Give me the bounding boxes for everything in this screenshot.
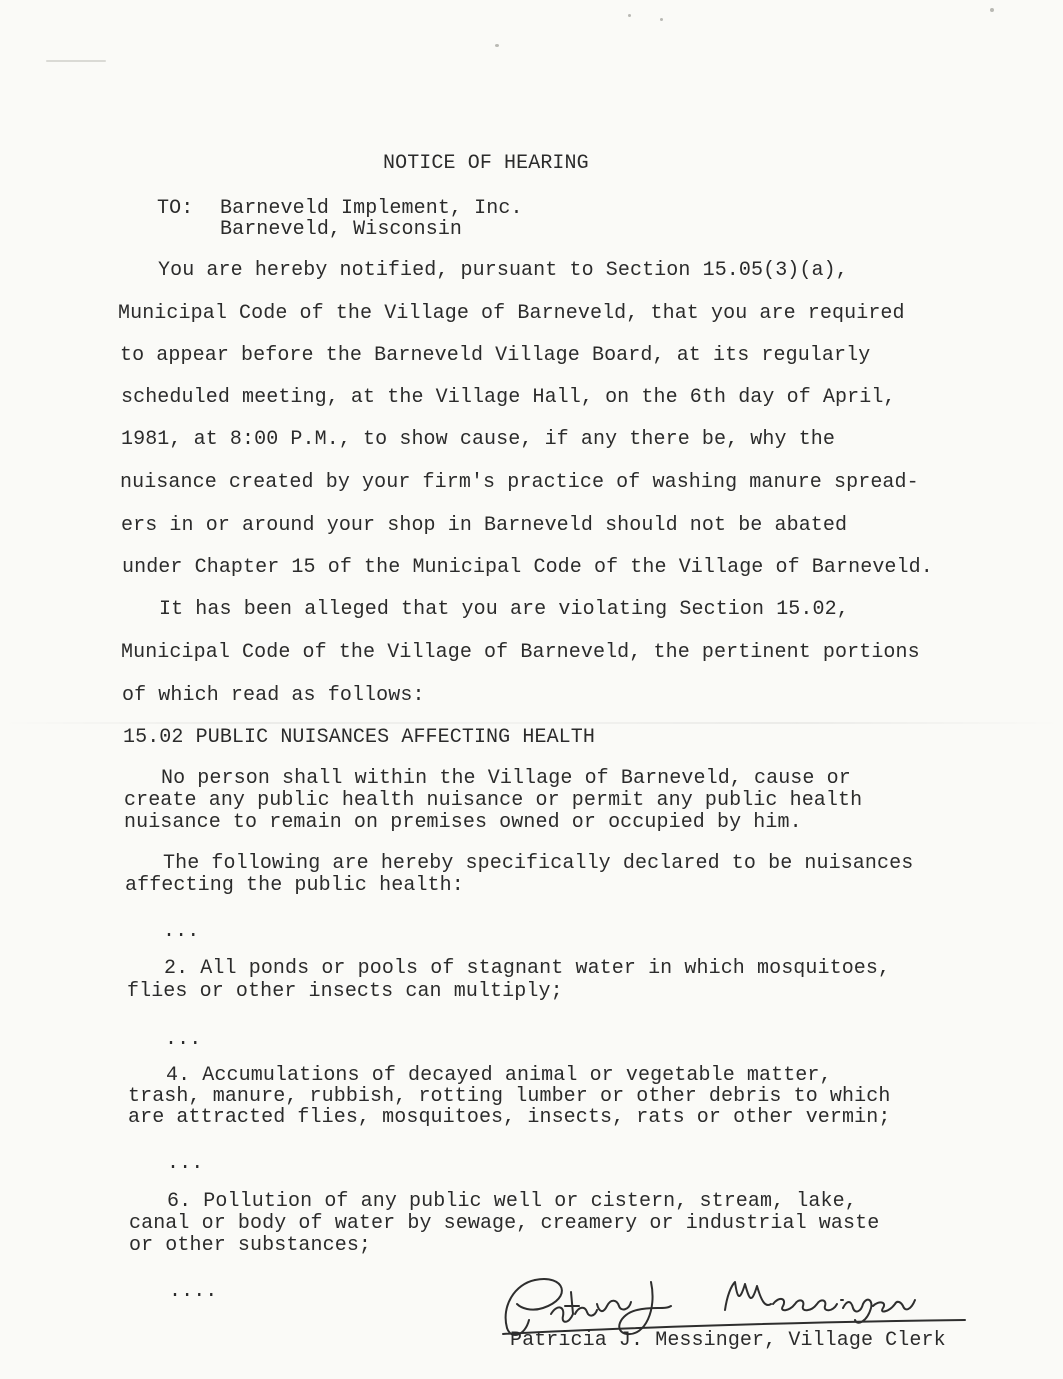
item-line: 2. All ponds or pools of stagnant water in which mosquitoes, (164, 957, 891, 980)
body-line: Municipal Code of the Village of Barneveld, the pertinent portions (121, 641, 920, 664)
quote-line: No person shall within the Village of Barneveld, cause or (161, 767, 851, 790)
body-line: nuisance created by your firm's practice of washing manure spread- (120, 471, 919, 494)
body-line: of which read as follows: (122, 684, 425, 707)
body-line: scheduled meeting, at the Village Hall, on the 6th day of April, (121, 386, 896, 409)
paper-speck (628, 14, 631, 17)
recipient-name: Barneveld Implement, Inc. (220, 197, 523, 220)
body-line: under Chapter 15 of the Municipal Code of the Village of Barneveld. (122, 556, 933, 579)
ellipsis: ... (165, 1028, 202, 1051)
item-line: flies or other insects can multiply; (127, 980, 563, 1003)
body-line: Municipal Code of the Village of Barneveld, that you are required (118, 302, 905, 325)
quote-line: create any public health nuisance or permit any public health (124, 789, 863, 812)
paper-speck (495, 44, 499, 47)
paper-speck (990, 8, 994, 12)
paper-speck (46, 60, 106, 62)
paper-fold (0, 722, 1063, 724)
item-line: or other substances; (129, 1234, 372, 1257)
item-line: canal or body of water by sewage, creamery or industrial waste (129, 1212, 880, 1235)
body-line: 1981, at 8:00 P.M., to show cause, if any there be, why the (121, 428, 836, 451)
item-line: 6. Pollution of any public well or cistern, stream, lake, (167, 1190, 857, 1213)
quote-line: nuisance to remain on premises owned or occupied by him. (124, 811, 802, 834)
body-line: to appear before the Barneveld Village Board, at its regularly (120, 344, 871, 367)
section-heading: 15.02 PUBLIC NUISANCES AFFECTING HEALTH (123, 726, 595, 749)
ellipsis: .... (169, 1280, 218, 1303)
to-label: TO: (157, 197, 194, 220)
body-line: ers in or around your shop in Barneveld should not be abated (121, 514, 848, 537)
recipient-location: Barneveld, Wisconsin (220, 218, 463, 241)
paper-speck (660, 18, 663, 21)
item-line: are attracted flies, mosquitoes, insects, rats or other vermin; (128, 1106, 891, 1129)
quote-line: affecting the public health: (125, 874, 464, 897)
signatory-typed-name: Patricia J. Messinger, Village Clerk (510, 1329, 946, 1352)
page-title: NOTICE OF HEARING (383, 152, 589, 175)
item-line: trash, manure, rubbish, rotting lumber or other debris to which (128, 1085, 891, 1108)
quote-line: The following are hereby specifically declared to be nuisances (163, 852, 914, 875)
ellipsis: ... (163, 920, 200, 943)
body-line: You are hereby notified, pursuant to Section 15.05(3)(a), (158, 259, 848, 282)
ellipsis: ... (167, 1152, 204, 1175)
body-line: It has been alleged that you are violating Section 15.02, (159, 598, 849, 621)
item-line: 4. Accumulations of decayed animal or vegetable matter, (166, 1064, 832, 1087)
